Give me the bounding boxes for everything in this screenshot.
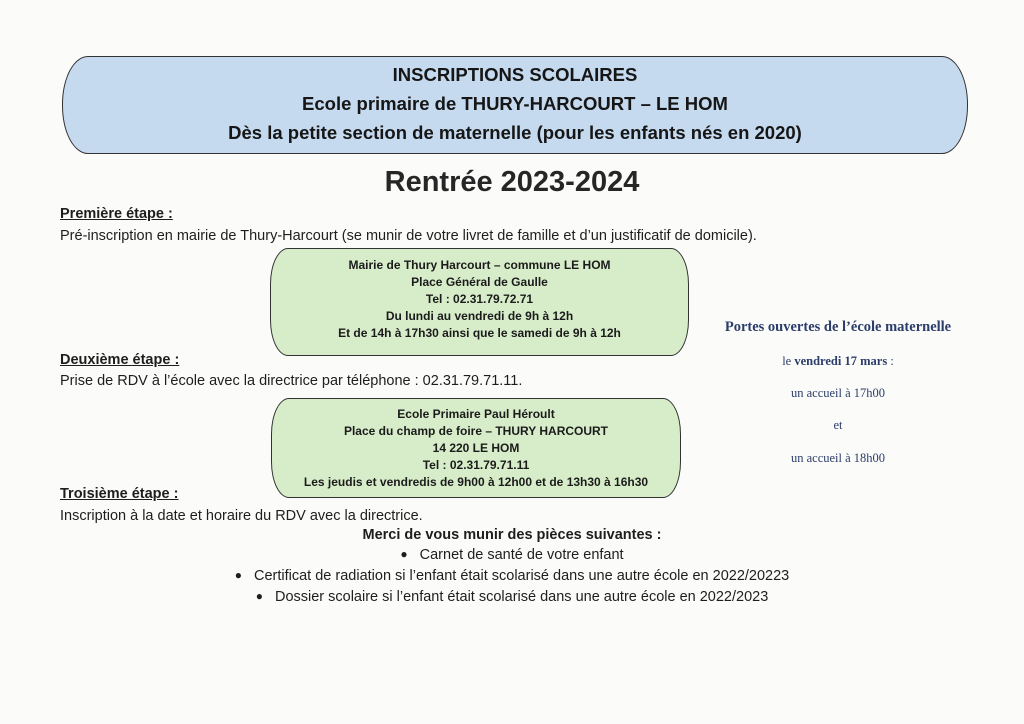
- school-line-3: 14 220 LE HOM: [432, 441, 520, 455]
- step2-heading: Deuxième étape :: [60, 352, 180, 368]
- documents-title: Merci de vous munir des pièces suivantes :: [362, 527, 662, 543]
- document-item: [0, 589, 1024, 605]
- bullet-icon: ●: [400, 547, 408, 561]
- school-line-2: Place du champ de foire – THURY HARCOURT: [343, 424, 609, 438]
- step1-heading: Première étape :: [60, 206, 173, 222]
- header-line-1: INSCRIPTIONS SCOLAIRES: [392, 64, 638, 85]
- document-item-text: Dossier scolaire si l’enfant était scolarisé dans une autre école en 2022/2023: [274, 589, 769, 605]
- open-day-date-prefix: le: [782, 354, 795, 368]
- step3-heading: Troisième étape :: [60, 486, 179, 502]
- document-item: [0, 568, 1024, 584]
- mairie-line-4: Du lundi au vendredi de 9h à 12h: [385, 309, 574, 323]
- bullet-icon: ●: [255, 589, 263, 603]
- open-day-slot-1: un accueil à 17h00: [790, 386, 886, 400]
- open-day-slot-2: un accueil à 18h00: [790, 451, 886, 465]
- step2-text: Prise de RDV à l’école avec la directrice par téléphone : 02.31.79.71.11.: [60, 373, 523, 389]
- open-day-and: et: [833, 418, 843, 432]
- mairie-line-2: Place Général de Gaulle: [411, 275, 548, 289]
- document-item-text: Carnet de santé de votre enfant: [419, 547, 624, 563]
- open-day-date-suffix: :: [887, 354, 894, 368]
- open-day-date-bold: vendredi 17 mars: [794, 354, 888, 368]
- document-item-text: Certificat de radiation si l’enfant était scolarisé dans une autre école en 2022/20223: [254, 568, 790, 584]
- open-day-title: Portes ouvertes de l’école maternelle: [724, 319, 952, 335]
- header-line-3: Dès la petite section de maternelle (pour les enfants nés en 2020): [228, 122, 802, 143]
- school-line-5: Les jeudis et vendredis de 9h00 à 12h00 et de 13h30 à 16h30: [303, 475, 649, 489]
- mairie-line-3: Tel : 02.31.79.72.71: [425, 292, 534, 306]
- mairie-line-5: Et de 14h à 17h30 ainsi que le samedi de 9h à 12h: [338, 326, 621, 340]
- bullet-icon: ●: [234, 568, 242, 582]
- school-line-4: Tel : 02.31.79.71.11: [422, 458, 530, 472]
- open-day-date: [700, 354, 976, 369]
- school-line-1: Ecole Primaire Paul Héroult: [397, 407, 555, 421]
- header-line-2: Ecole primaire de THURY-HARCOURT – LE HOM: [302, 93, 728, 114]
- page-title: Rentrée 2023-2024: [384, 166, 640, 198]
- step3-text: Inscription à la date et horaire du RDV avec la directrice.: [60, 508, 423, 524]
- mairie-line-1: Mairie de Thury Harcourt – commune LE HOM: [348, 258, 611, 272]
- step1-text: Pré-inscription en mairie de Thury-Harcourt (se munir de votre livret de famille et d’un justificatif de domicile).: [60, 228, 757, 244]
- document-item: [0, 547, 1024, 563]
